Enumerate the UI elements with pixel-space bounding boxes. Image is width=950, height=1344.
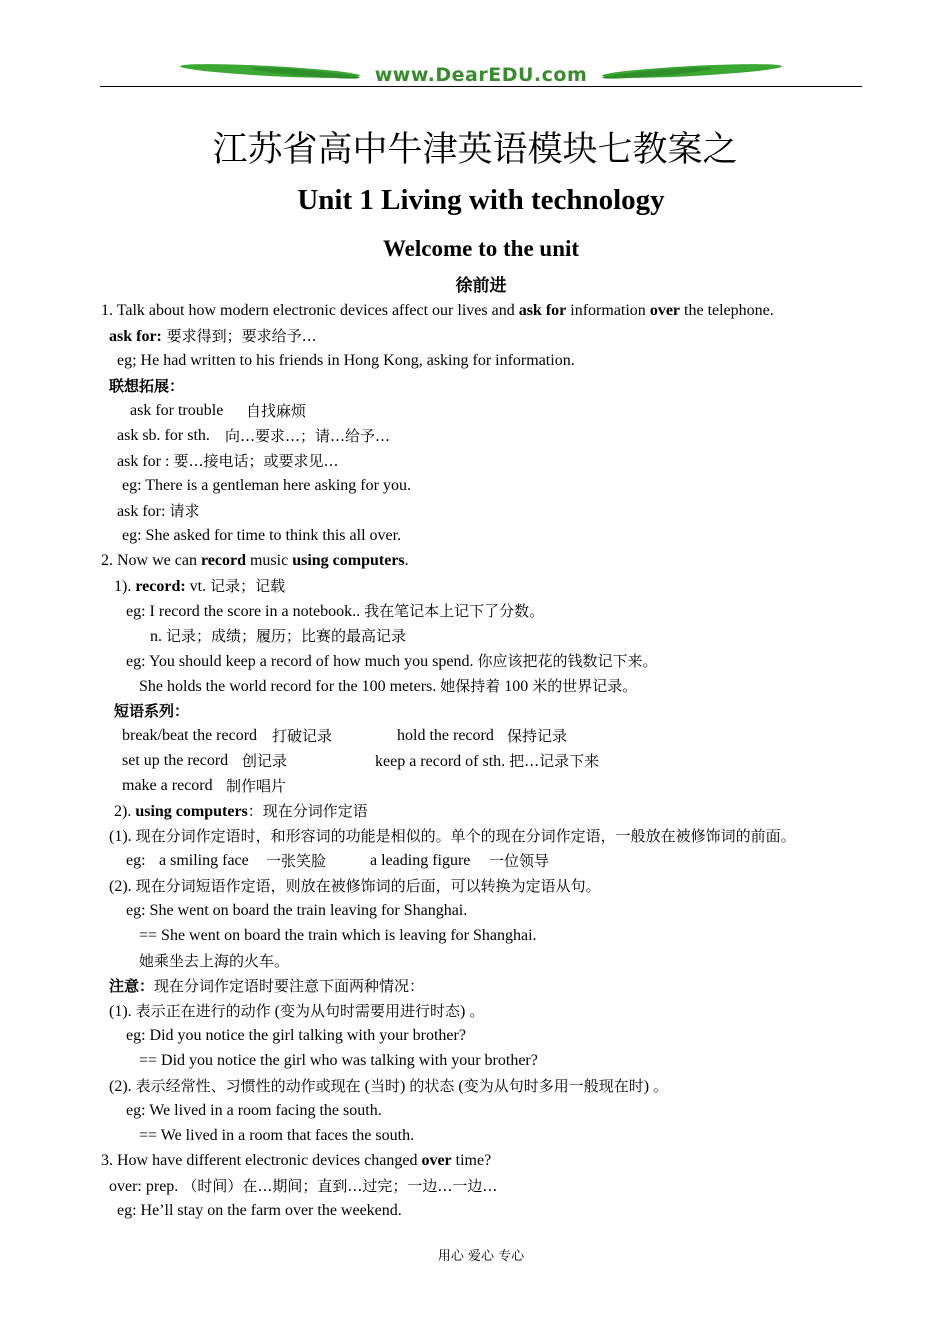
ask-for-definition: ask for: 要求得到；要求给予…: [109, 327, 317, 345]
phrase-meaning: 创记录: [242, 752, 288, 770]
example-line: eg: You should keep a record of how much you spend. 你应该把花的钱数记下来。: [126, 652, 658, 670]
page-footer: 用心 爱心 专心: [437, 1249, 525, 1264]
item-2-heading: 2. Now we can record music using computers.: [101, 552, 409, 569]
example-line: eg: He’ll stay on the farm over the weekend.: [117, 1202, 402, 1219]
grammar-rule: (1). 表示正在进行的动作 (变为从句时需要用进行时态) 。: [109, 1002, 485, 1020]
example-line: eg: We lived in a room facing the south.: [126, 1102, 382, 1119]
phrase-meaning: 保持记录: [507, 727, 568, 745]
phrase-meaning: 制作唱片: [226, 777, 287, 795]
document-title-en: Unit 1 Living with technology: [297, 184, 665, 216]
example-line: == She went on board the train which is leaving for Shanghai.: [139, 927, 537, 944]
example-line: eg: She went on board the train leaving for Shanghai.: [126, 902, 468, 919]
example-phrase: a smiling face: [159, 852, 249, 869]
phrase-line: ask for trouble: [130, 402, 224, 419]
phrases-heading: 短语系列：: [114, 702, 190, 720]
using-computers-heading: 2). using computers：现在分词作定语: [114, 802, 368, 820]
example-line: eg:: [126, 852, 146, 869]
note-heading: 注意：现在分词作定语时要注意下面两种情况：: [109, 977, 425, 995]
site-logo: www.DearEDU.com: [374, 64, 588, 86]
example-meaning: 一张笑脸: [266, 852, 327, 870]
phrase-line: keep a record of sth. 把…记录下来: [375, 752, 600, 770]
phrase-line: set up the record: [122, 752, 229, 769]
item-1-heading: 1. Talk about how modern electronic devices affect our lives and ask for information over the telephone.: [101, 302, 774, 319]
example-meaning: 一位领导: [489, 852, 550, 870]
phrase-line: make a record: [122, 777, 213, 794]
phrase-line: hold the record: [397, 727, 494, 744]
section-title: Welcome to the unit: [382, 236, 580, 261]
example-line: eg: I record the score in a notebook.. 我在笔记本上记下了分数。: [126, 602, 545, 620]
example-line: She holds the world record for the 100 meters. 她保持着 100 米的世界记录。: [139, 677, 638, 695]
grammar-rule: (2). 表示经常性、习惯性的动作或现在 (当时) 的状态 (变为从句时多用一般现在时) 。: [109, 1077, 669, 1095]
phrase-line: break/beat the record: [122, 727, 258, 744]
author-name: 徐前进: [455, 276, 507, 296]
phrase-meaning: 打破记录: [272, 727, 333, 745]
document-title-cn: 江苏省高中牛津英语模块七教案之: [212, 130, 738, 170]
example-line: eg: There is a gentleman here asking for you.: [122, 477, 411, 494]
phrase-line: ask for : 要…接电话；或要求见…: [117, 452, 339, 470]
record-definition: 1). record: vt. 记录；记载: [114, 577, 286, 595]
example-line: eg; He had written to his friends in Hong Kong, asking for information.: [117, 352, 575, 369]
example-translation: 她乘坐去上海的火车。: [139, 952, 290, 970]
header-rule: [100, 86, 862, 87]
phrase-meaning: 自找麻烦: [246, 402, 307, 420]
example-line: == Did you notice the girl who was talking with your brother?: [139, 1052, 538, 1069]
example-line: eg: Did you notice the girl talking with your brother?: [126, 1027, 466, 1044]
grammar-rule: (1). 现在分词作定语时，和形容词的功能是相似的。单个的现在分词作定语，一般放在被修饰词的前面。: [109, 827, 796, 845]
phrase-meaning: 向…要求…；请…给予…: [225, 427, 391, 445]
example-line: == We lived in a room that faces the south.: [139, 1127, 415, 1144]
over-definition: over: prep. （时间）在…期间；直到…过完；一边…一边…: [109, 1177, 498, 1195]
item-3-heading: 3. How have different electronic devices changed over time?: [101, 1152, 492, 1169]
example-phrase: a leading figure: [370, 852, 471, 869]
phrase-line: ask for: 请求: [117, 502, 200, 520]
example-line: eg: She asked for time to think this all over.: [122, 527, 402, 544]
phrase-line: ask sb. for sth.: [117, 427, 210, 444]
grammar-rule: (2). 现在分词短语作定语，则放在被修饰词的后面，可以转换为定语从句。: [109, 877, 601, 895]
header-banner: [100, 60, 862, 88]
noun-definition: n. 记录；成绩；履历；比赛的最高记录: [150, 627, 407, 645]
association-heading: 联想拓展：: [109, 377, 185, 395]
